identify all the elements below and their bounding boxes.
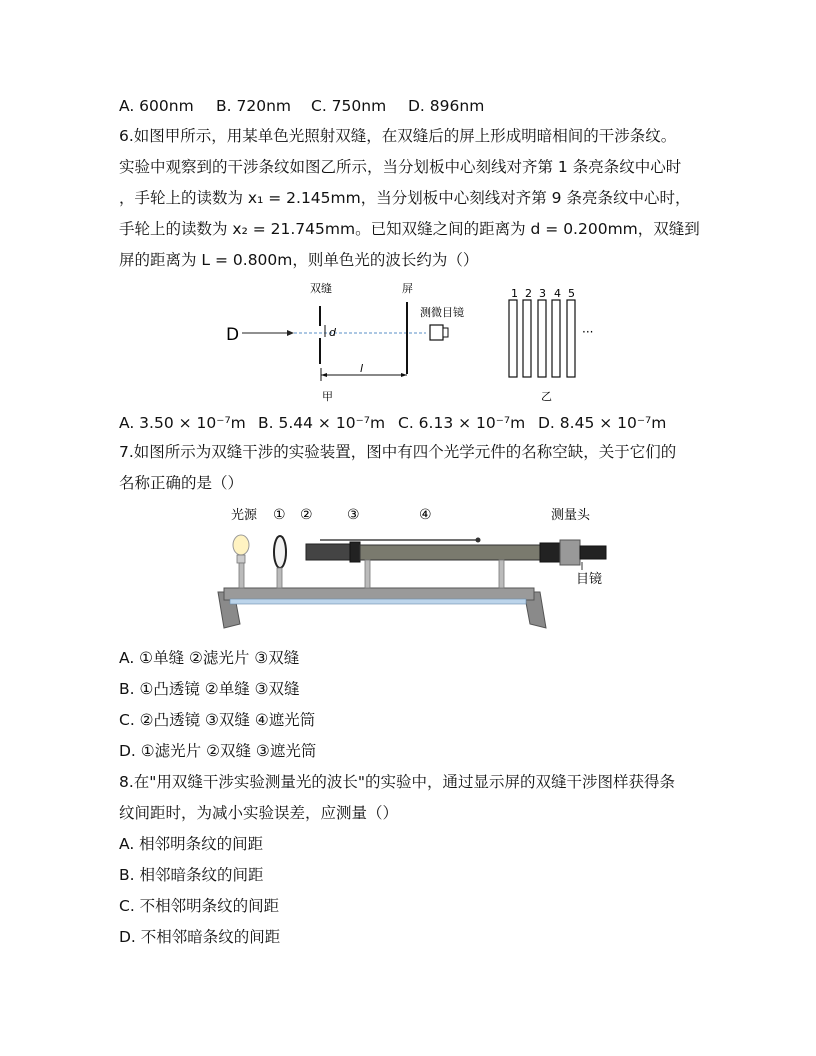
- tube-front: [306, 544, 350, 560]
- bulb-stand: [239, 563, 244, 588]
- lens-icon: [274, 536, 286, 568]
- label-d: d: [329, 326, 336, 339]
- tube-stand: [499, 560, 504, 588]
- label-l: l: [360, 362, 364, 375]
- label-source: 光源: [231, 508, 258, 523]
- measuring-head: [540, 543, 560, 562]
- l-arrow-left-icon: [321, 373, 327, 377]
- q8-option-d: D. 不相邻暗条纹的间距: [119, 928, 281, 946]
- label-screen: 屏: [402, 282, 413, 295]
- q7-option-b: B. ①凸透镜 ②单缝 ③双缝: [119, 680, 300, 698]
- bulb-base: [237, 555, 245, 563]
- q6-option-d: D. 8.45 × 10⁻⁷m: [538, 414, 667, 432]
- label-1: ①: [273, 507, 286, 523]
- eyepiece-icon: [430, 325, 443, 340]
- q7-option-c: C. ②凸透镜 ③双缝 ④遮光筒: [119, 711, 316, 729]
- q7-stem-line1: 7.如图所示为双缝干涉的实验装置，图中有四个光学元件的名称空缺，关于它们的: [119, 443, 677, 461]
- label-2: ②: [300, 507, 313, 523]
- label-jia: 甲: [322, 390, 333, 403]
- fringe-number: 3: [539, 287, 546, 300]
- lens-stand: [277, 568, 282, 588]
- q7-apparatus-figure: [210, 500, 620, 640]
- label-3: ③: [347, 507, 360, 523]
- fringe-bar: [567, 300, 575, 377]
- q6-figure: [218, 278, 618, 406]
- q8-option-a: A. 相邻明条纹的间距: [119, 835, 264, 853]
- arrow-head-icon: [287, 330, 294, 336]
- fringe-number: 4: [554, 287, 561, 300]
- light-shield-tube: [360, 545, 540, 560]
- fringe-bar: [538, 300, 546, 377]
- q6-option-a: A. 3.50 × 10⁻⁷m: [119, 414, 246, 432]
- fringe-number: 5: [568, 287, 575, 300]
- q5-options: [119, 96, 484, 116]
- q6-stem-line4: 手轮上的读数为 x₂ = 21.745mm。已知双缝之间的距离为 d = 0.200mm，双缝到: [119, 220, 700, 238]
- q6-stem-line1: 6.如图甲所示，用某单色光照射双缝，在双缝后的屏上形成明暗相间的干涉条纹。: [119, 127, 677, 145]
- tube-ring: [350, 542, 360, 562]
- q8-stem-line1: 8.在"用双缝干涉实验测量光的波长"的实验中，通过显示屏的双缝干涉图样获得条: [119, 773, 676, 791]
- q6-option-b: B. 5.44 × 10⁻⁷m: [258, 414, 386, 432]
- fringe-number: 1: [511, 287, 518, 300]
- light-bulb-icon: [233, 535, 249, 555]
- source-letter: D: [226, 325, 240, 345]
- q5-option-d: D. 896nm: [408, 97, 485, 115]
- q6-stem-line5: 屏的距离为 L = 0.800m，则单色光的波长约为（）: [119, 251, 479, 269]
- fringe-bar: [552, 300, 560, 377]
- q7-stem-line2: 名称正确的是（）: [119, 474, 244, 492]
- label-head: 测量头: [551, 508, 591, 523]
- label-slits: 双缝: [310, 282, 332, 295]
- label-yi: 乙: [541, 390, 552, 403]
- label-eyepiece: 测微目镜: [420, 306, 464, 319]
- q8-option-b: B. 相邻暗条纹的间距: [119, 866, 264, 884]
- bench-scale: [230, 599, 526, 604]
- eyepiece-icon: [580, 546, 606, 559]
- q7-option-d: D. ①滤光片 ②双缝 ③遮光筒: [119, 742, 317, 760]
- tube-stand: [365, 560, 370, 588]
- rod-knob-icon: [476, 538, 481, 543]
- q6-options: [119, 413, 666, 433]
- label-eyepiece: 目镜: [576, 572, 603, 587]
- fringe-bar: [509, 300, 517, 377]
- q5-option-b: B. 720nm: [216, 97, 291, 115]
- fringe-ellipsis: ···: [582, 325, 594, 339]
- q5-option-c: C. 750nm: [311, 97, 387, 115]
- measuring-knob: [560, 540, 580, 565]
- eyepiece-tube: [443, 328, 448, 337]
- optical-bench: [224, 588, 534, 600]
- q6-stem-line3: ，手轮上的读数为 x₁ = 2.145mm，当分划板中心刻线对齐第 9 条亮条纹中心时，: [119, 189, 691, 207]
- q6-option-c: C. 6.13 × 10⁻⁷m: [398, 414, 526, 432]
- fringe-bar: [523, 300, 531, 377]
- q6-stem-line2: 实验中观察到的干涉条纹如图乙所示，当分划板中心刻线对齐第 1 条亮条纹中心时: [119, 158, 682, 176]
- label-4: ④: [419, 507, 432, 523]
- q7-option-a: A. ①单缝 ②滤光片 ③双缝: [119, 649, 300, 667]
- q8-option-c: C. 不相邻明条纹的间距: [119, 897, 280, 915]
- q8-stem-line2: 纹间距时，为减小实验误差，应测量（）: [119, 804, 399, 822]
- q5-option-a: A. 600nm: [119, 97, 194, 115]
- fringe-number: 2: [525, 287, 532, 300]
